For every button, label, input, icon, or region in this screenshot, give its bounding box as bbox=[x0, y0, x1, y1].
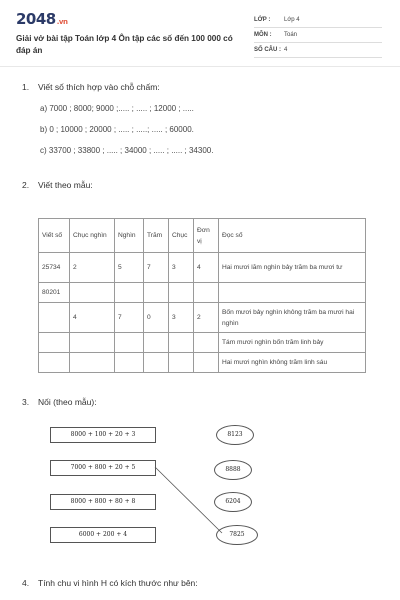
question-1-line-c: c) 33700 ; 33800 ; ..... ; 34000 ; ..... ; ..... ; 34300. bbox=[40, 146, 214, 155]
logo-ext: .vn bbox=[56, 18, 68, 26]
logo-main: 2048 bbox=[16, 10, 56, 28]
table-cell: 4 bbox=[194, 253, 219, 283]
table-header-cell: Chục bbox=[169, 219, 194, 253]
expression-box[interactable]: 7000 + 800 + 20 + 5 bbox=[50, 460, 156, 476]
table-cell: Tám mươi nghìn bốn trăm linh bảy bbox=[219, 333, 366, 353]
question-4-heading bbox=[22, 578, 382, 590]
question-text: Viết số thích hợp vào chỗ chấm: bbox=[38, 82, 160, 92]
table-cell: 3 bbox=[169, 303, 194, 333]
question-1-line-a: a) 7000 ; 8000; 9000 ;..... ; ..... ; 12000 ; ..... bbox=[40, 104, 194, 113]
expression-box[interactable]: 6000 + 200 + 4 bbox=[50, 527, 156, 543]
expression-box[interactable]: 8000 + 100 + 20 + 3 bbox=[50, 427, 156, 443]
meta-key: LỚP : bbox=[254, 17, 271, 23]
table-cell: 7 bbox=[115, 303, 144, 333]
table-header-cell: Đọc số bbox=[219, 219, 366, 253]
table-cell: 7 bbox=[144, 253, 169, 283]
meta-value: 4 bbox=[284, 47, 288, 53]
table-cell: 2 bbox=[194, 303, 219, 333]
table-header-cell: Đơn vị bbox=[194, 219, 219, 253]
table-cell: Hai mươi lăm nghìn bảy trăm ba mươi tư bbox=[219, 253, 366, 283]
expression-box[interactable]: 8000 + 800 + 80 + 8 bbox=[50, 494, 156, 510]
result-oval[interactable]: 6204 bbox=[214, 492, 252, 512]
question-number: 4. bbox=[22, 578, 30, 588]
meta-value: Toán bbox=[284, 32, 298, 38]
result-oval[interactable]: 8888 bbox=[214, 460, 252, 480]
table-cell: 2 bbox=[70, 253, 115, 283]
result-oval[interactable]: 7825 bbox=[216, 525, 258, 545]
result-oval[interactable]: 8123 bbox=[216, 425, 254, 445]
question-1-line-b: b) 0 ; 10000 ; 20000 ; ..... ; .....; ..... ; 60000. bbox=[40, 125, 194, 134]
question-number: 2. bbox=[22, 180, 30, 190]
meta-key: SỐ CÂU : bbox=[254, 47, 281, 53]
question-number: 1. bbox=[22, 82, 30, 92]
table-cell: 4 bbox=[70, 303, 115, 333]
meta-value: Lớp 4 bbox=[284, 17, 300, 23]
connector-line bbox=[155, 467, 222, 533]
table-cell: 80201 bbox=[39, 283, 70, 303]
question-text: Tính chu vi hình H có kích thước như bên: bbox=[38, 578, 198, 588]
document-title: Giải vở bài tập Toán lớp 4 Ôn tập các số đến 100 000 có đáp án bbox=[16, 34, 233, 55]
meta-key: MÔN : bbox=[254, 32, 272, 38]
question-text: Viết theo mẫu: bbox=[38, 180, 93, 190]
table-header-cell: Chục nghìn bbox=[70, 219, 115, 253]
table-cell: 5 bbox=[115, 253, 144, 283]
table-header-cell: Trăm bbox=[144, 219, 169, 253]
table-cell: 25734 bbox=[39, 253, 70, 283]
question-text: Nối (theo mẫu): bbox=[38, 397, 97, 407]
table-header-cell: Viết số bbox=[39, 219, 70, 253]
table-cell: 3 bbox=[169, 253, 194, 283]
table-header-cell: Nghìn bbox=[115, 219, 144, 253]
question-number: 3. bbox=[22, 397, 30, 407]
table-cell: 0 bbox=[144, 303, 169, 333]
table-cell: Hai mươi nghìn không trăm linh sáu bbox=[219, 353, 366, 373]
table-cell: Bốn mươi bảy nghìn không trăm ba mươi hai nghìn bbox=[219, 303, 366, 333]
